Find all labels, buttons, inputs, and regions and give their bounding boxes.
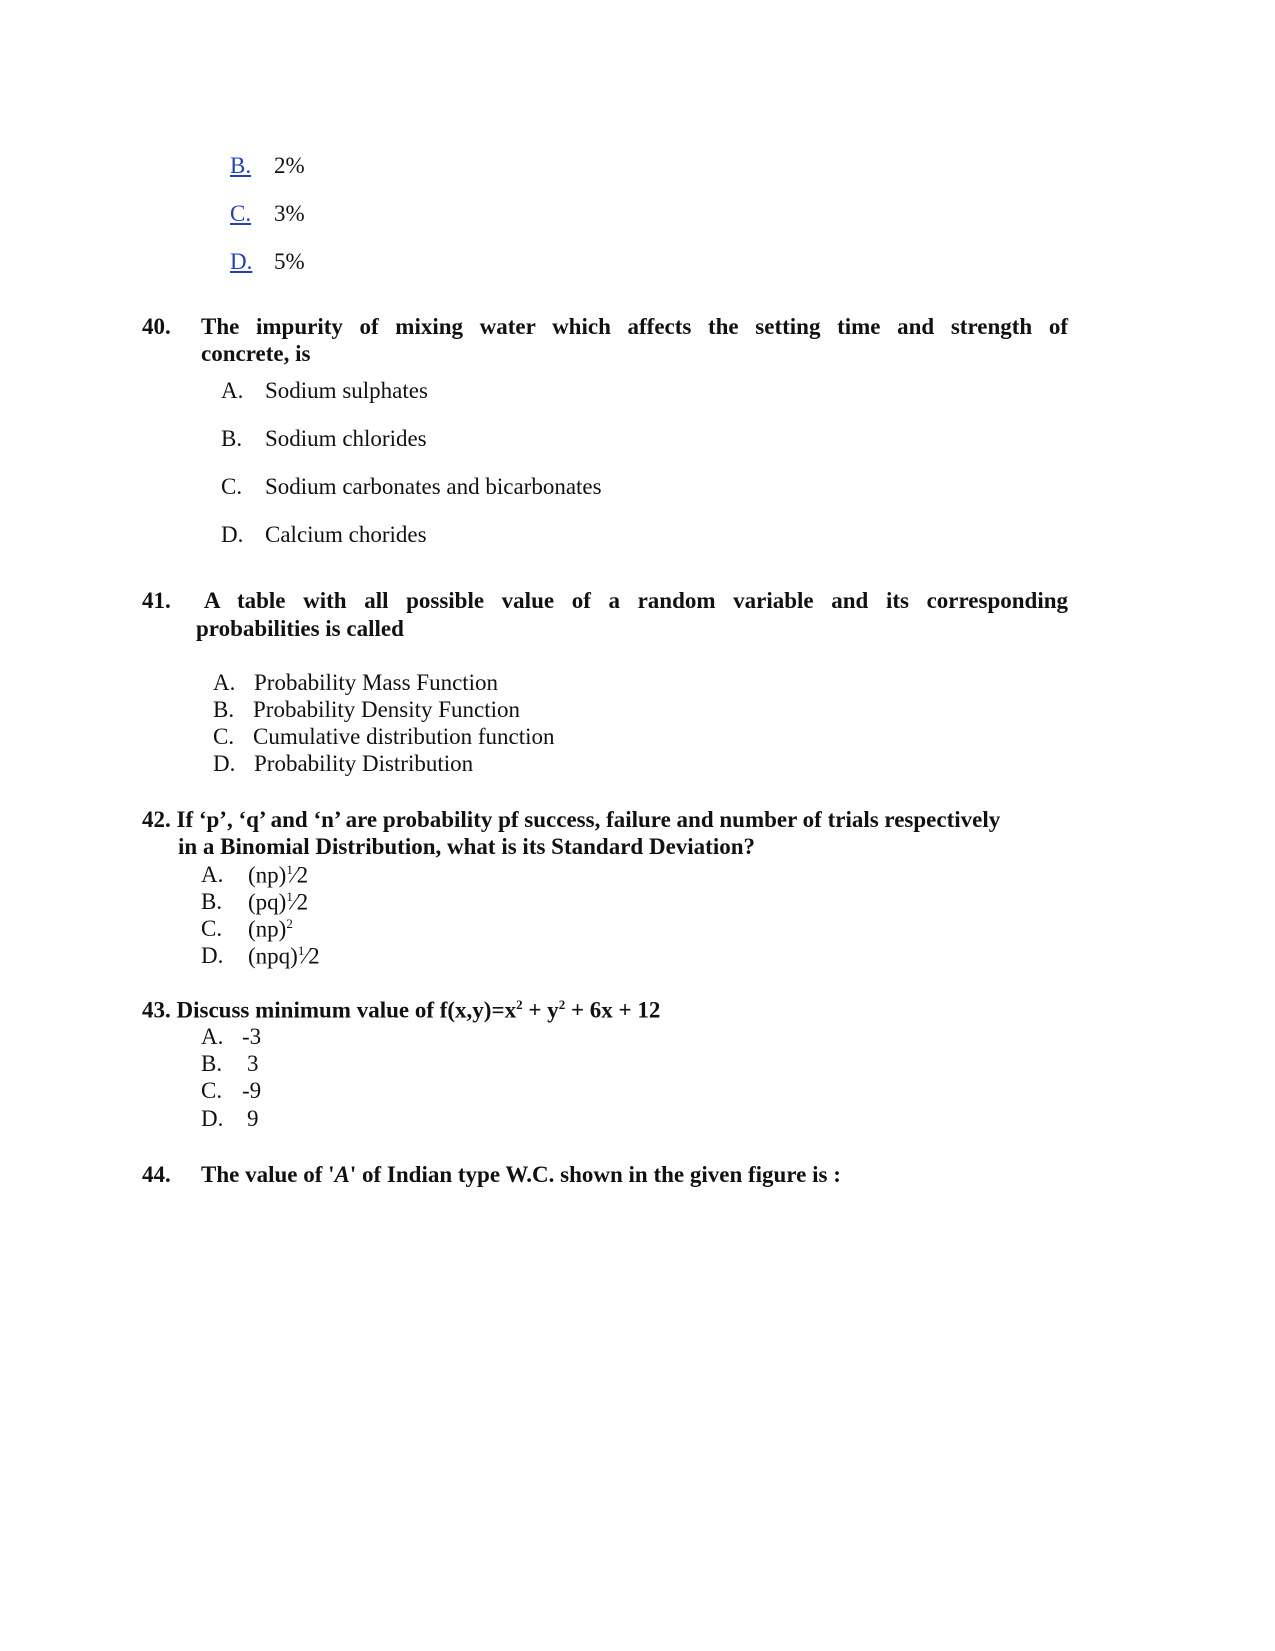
option-expression: (np)$^1$⁄2 [248,862,309,888]
question-text: The value of 'A' of Indian type W.C. shown in the given figure is : [201,1162,841,1187]
option-letter: D. [221,522,244,547]
question-text-line2: concrete, is [201,341,311,366]
option-letter: B. [221,426,243,451]
option-letter: C. [213,724,235,749]
option-text: 3 [247,1051,259,1076]
option-letter: C. [201,916,223,941]
option-d-letter[interactable]: D. [230,249,253,274]
option-b-letter[interactable]: B. [230,153,252,178]
option-letter: B. [213,697,235,722]
option-text: Sodium sulphates [265,378,428,403]
option-c-text: 3% [274,201,305,226]
option-text: 9 [247,1106,259,1131]
option-letter: A. [213,670,236,695]
option-b-text: 2% [274,153,305,178]
option-c-letter[interactable]: C. [230,201,252,226]
option-expression: (pq)$^1$⁄2 [248,889,309,915]
question-text: 43. Discuss minimum value of $f(x,y)=x^2 + y^2 + 6x + 12$ [142,997,661,1023]
question-text-line1: The impurity of mixing water which affects the setting time and strength of [201,314,1068,339]
question-number: 41. [142,588,171,613]
option-text: Calcium chorides [265,522,427,547]
question-text-line2: in a Binomial Distribution, what is its Standard Deviation? [178,834,756,859]
option-text: Cumulative distribution function [253,724,555,749]
question-number: 44. [142,1162,171,1187]
option-expression: (npq)$^1$⁄2 [248,943,320,969]
option-letter: A. [221,378,244,403]
option-text: Probability Density Function [253,697,521,722]
option-letter: A. [201,862,224,887]
option-text: Sodium carbonates and bicarbonates [265,474,602,499]
option-letter: B. [201,889,223,914]
question-number: 40. [142,314,171,339]
option-letter: B. [201,1051,223,1076]
question-text-line1: A table with all possible value of a random variable and its corresponding [204,588,1068,613]
option-d-text: 5% [274,249,305,274]
question-text-line2: probabilities is called [196,616,404,641]
option-expression: (np)$^2$ [248,916,293,942]
option-letter: A. [201,1024,224,1049]
option-text: Sodium chlorides [265,426,427,451]
option-letter: C. [221,474,243,499]
question-text-line1: 42. If ‘p’, ‘q’ and ‘n’ are probability pf success, failure and number of trials respectively [142,807,1001,832]
option-letter: D. [201,943,224,968]
option-text: Probability Mass Function [254,670,499,695]
option-letter: D. [213,751,236,776]
option-text: Probability Distribution [254,751,474,776]
option-text: -9 [242,1078,262,1103]
option-text: -3 [242,1024,262,1049]
option-letter: C. [201,1078,223,1103]
option-letter: D. [201,1106,224,1131]
